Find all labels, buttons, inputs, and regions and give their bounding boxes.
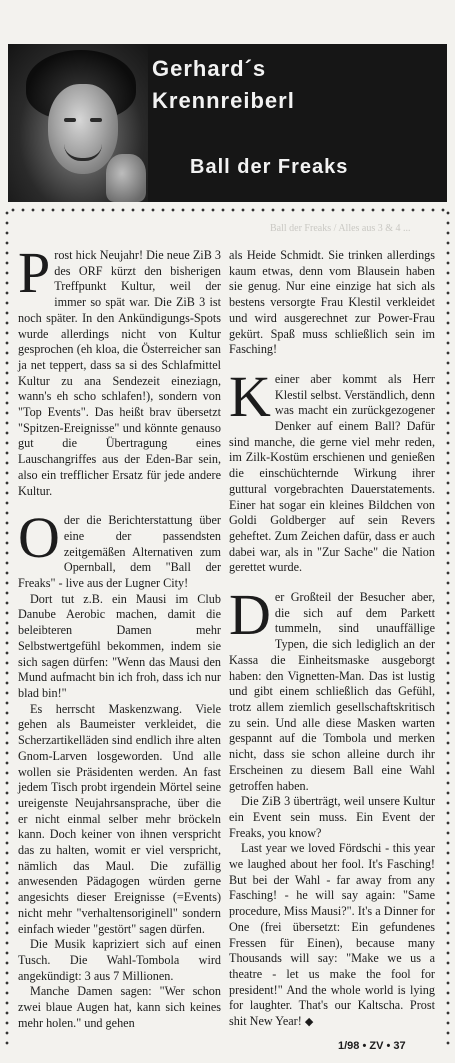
dotted-border-left <box>5 208 9 1048</box>
paragraph <box>18 505 221 592</box>
photo-eye-right <box>90 118 102 122</box>
drop-cap: P <box>18 240 51 305</box>
paragraph-text: er Großteil der Besucher aber, die sich auf dem Parkett tummeln, sind unauffällige Typen, die sich lediglich an der Kassa die Einheitsmaske ausgeborgt haben: den Vignetten-Man. Das ist lustig und gibt einem schließlich das Gefühl, trotz allem ziemlich gesellschaftskritisch zu sein. Und alle diese Masken warten gespannt auf die Tombola und merken nicht, dass sie schon alleine durch ihr Erscheinen zu diesem Ball eine Wahl getroffen haben. <box>229 590 435 793</box>
photo-hand <box>106 154 146 202</box>
paragraph <box>18 240 221 499</box>
drop-cap: O <box>18 505 60 571</box>
paragraph: Dort tut z.B. ein Mausi im Club Danube Aerobic machen, damit die beleibteren Damen mehr Selbstwertgefühl bekommen, indem sie sich sagen dürfen: "Wenn das Mausi den Mund aufmacht bin ich froh, dass ich nur blad bin!" <box>18 591 221 700</box>
article-column-right <box>229 248 435 1031</box>
page-footer: 1/98 • ZV • 37 <box>338 1040 406 1052</box>
drop-cap: K <box>229 363 271 429</box>
article-column-left <box>18 240 221 1031</box>
paragraph-text: einer aber kommt als Herr Klestil selbst. Verständlich, denn was macht ein zurückgezogener Denker auf einem Ball? Dafür sind manche, die gerne viel mehr reden, im Zilk-Kostüm erschienen und genießen die einschüchternde Wirkung ihrer guttural vorgebrachten Dauerstatements. Einer hat sogar ein kleines Bildchen von Goldi Goldberger auf sein Revers geheftet. Zum Zeichen dafür, dass er auch dabei war, als in "Zur Sache" die Nation gerettet wurde. <box>229 371 435 575</box>
paragraph: Es herrscht Maskenzwang. Viele gehen als Baumeister verkleidet, die Scherzartikelläden sind endlich ihre alten Gnom-Larven losgeworden. Und alle wollen sie Präsidenten werden. An fast jedem Tisch probt irgendein Mörtel seine ureigenste Neujahrsansprache, über die er nicht einmal selber mehr bröckeln kann. Doch keiner von ihnen verspricht das zu halten, womit er viel verspricht, nämlich das Maul. Die zufällig anwesenden Pädagogen würden gerne angesichts dieser Ereignisse (=Events) nicht mehr "verhaltensoriginell" sondern einfach wieder "gestört" sagen dürfen. <box>18 701 221 936</box>
column-title-line1: Gerhard´s <box>152 56 267 81</box>
drop-cap: D <box>229 582 271 648</box>
paragraph <box>229 363 435 576</box>
paragraph: Die Musik kapriziert sich auf einen Tusch. Die Wahl-Tombola wird angekündigt: 3 aus 7 Millionen. <box>18 937 221 983</box>
paragraph: als Heide Schmidt. Sie trinken allerdings kaum etwas, denn vom Blausein haben sie genug. Nur eine einzige hat sich als bestens versorgte Frau Klestil verkleidet und wird ausgerechnet zur Power-Frau gekürt. Spaß muss schließlich sein im Fasching! <box>229 248 435 357</box>
paragraph <box>229 582 435 794</box>
paragraph: Die ZiB 3 überträgt, weil unsere Kultur ein Event sein muss. Ein Event der Freaks, you know? <box>229 794 435 840</box>
author-photo <box>8 44 148 202</box>
paragraph-text: rost hick Neujahr! Die neue ZiB 3 des ORF kürzt den bisherigen Treffpunkt Kultur, weil der immer so spät war. Die ZiB 3 ist noch später. In den Ankündigungs-Spots wurde allerdings nicht von Kultur gesprochen (eh kloa, die Österreicher san ja net teppert, dass sa si des Schlafmittel Kultur zu ana Sendezeit eineziagn, wann's eh scho schlafen!), sondern von "Top Events". Das heißt brav übersetzt "Spitzen-Ereignisse" und könnte genauso gut die Übertragung eines Lauschangriffes aus der Eden-Bar sein, also ein trefflicher Ersatz für jede andere Kultur. <box>18 248 221 498</box>
paragraph-text: Last year we loved Fördschi - this year we laughed about her fool. It's Fasching! But bei der Wahl - far away from any Fasching! - he will say again: "Same procedure, Miss Mausi?". It's a Dinner for One (frei übersetzt: Ein gefundenes Fressen für Einen), because many Thousands will say: "Make we us a theatre - let us make the fool for president!" And the whole world is lying for laughter. That's our Kaltscha. Prost shit New Year! <box>229 841 435 1029</box>
article-title: Ball der Freaks <box>190 156 349 178</box>
paragraph: Manche Damen sagen: "Wer schon zwei blaue Augen hat, kann sich keines mehr holen." und gehen <box>18 984 221 1030</box>
dotted-border-top <box>8 208 447 212</box>
paragraph <box>229 841 435 1030</box>
end-mark-icon: ◆ <box>304 1016 314 1029</box>
paragraph-text: der die Berichterstattung über eine der passendsten zeitgemäßen Alternativen zum Opernball, dem "Ball der Freaks" - live aus der Lugner City! <box>18 513 221 591</box>
column-title-line2: Krennreiberl <box>152 88 295 113</box>
photo-eye-left <box>64 118 76 122</box>
dotted-border-right <box>446 208 450 1048</box>
bleed-through-text: Ball der Freaks / Alles aus 3 & 4 ... <box>270 223 411 234</box>
